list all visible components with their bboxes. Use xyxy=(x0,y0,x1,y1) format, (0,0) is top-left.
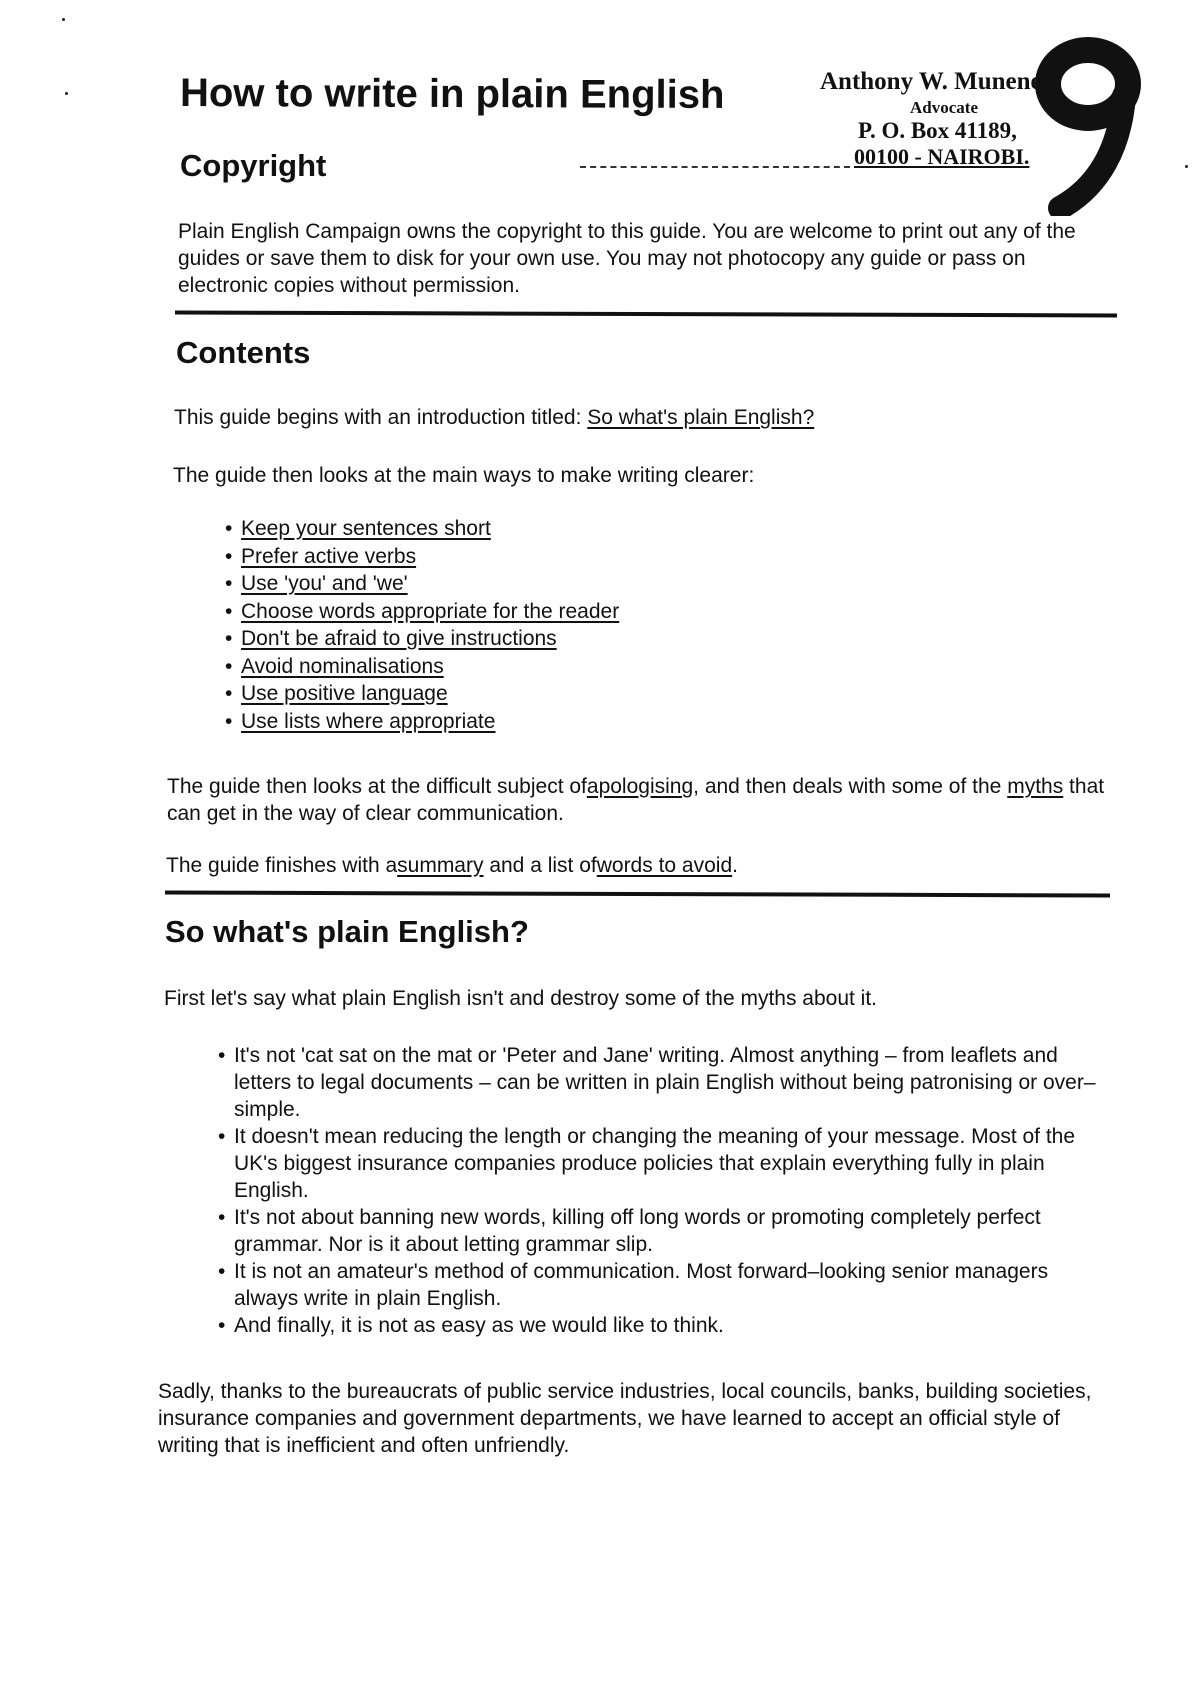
plain-english-intro: First let's say what plain English isn't and destroy some of the myths about it. xyxy=(164,987,878,1010)
finish-text: The guide finishes with a xyxy=(166,854,398,877)
section-divider xyxy=(165,891,1110,898)
section-divider xyxy=(175,311,1117,318)
stamp-name: Anthony W. Munene xyxy=(820,68,1042,95)
advocate-stamp xyxy=(780,68,1130,178)
link-apologising[interactable]: apologising xyxy=(586,775,694,798)
link-so-whats-plain-english[interactable]: So what's plain English? xyxy=(587,406,815,429)
contents-intro xyxy=(174,404,1114,431)
list-item xyxy=(225,598,1025,626)
plain-english-heading: So what's plain English? xyxy=(165,914,529,949)
contents-list xyxy=(225,515,1025,735)
contents-finish-paragraph xyxy=(166,852,1111,879)
stamp-city: 00100 - NAIROBI. xyxy=(854,144,1030,169)
list-item: • It doesn't mean reducing the length or changing the meaning of your message. Most of the UK's biggest insurance companies produce policies that explain everything fully in plain English. xyxy=(218,1123,1106,1204)
scan-speck xyxy=(65,92,68,95)
contents-difficult-paragraph xyxy=(167,773,1112,827)
copyright-heading: Copyright xyxy=(180,148,327,183)
difficult-text: The guide then looks at the difficult subject of xyxy=(167,775,587,798)
stamp-po-box: P. O. Box 41189, xyxy=(858,118,1017,143)
plain-english-closing: Sadly, thanks to the bureaucrats of public service industries, local councils, banks, building societies, insurance companies and government departments, we have learned to accept an official style of writing that is inefficient and often unfriendly. xyxy=(158,1380,1092,1457)
list-item: • It's not about banning new words, killing off long words or promoting completely perfect grammar. Nor is it about letting grammar slip. xyxy=(218,1204,1106,1258)
contents-ways-line: The guide then looks at the main ways to make writing clearer: xyxy=(173,464,755,487)
scan-speck xyxy=(1185,165,1188,168)
link-positive-language[interactable]: Use positive language xyxy=(241,682,448,705)
document-title: How to write in plain English xyxy=(179,71,725,117)
list-item xyxy=(225,570,1025,598)
finish-suffix-text: . xyxy=(732,854,738,877)
difficult-suffix-text: that can get in the way of clear communication. xyxy=(167,775,1105,825)
list-item xyxy=(225,653,1025,681)
link-myths[interactable]: myths xyxy=(1007,775,1064,798)
list-item xyxy=(225,625,1025,653)
scan-speck xyxy=(62,18,65,21)
link-summary[interactable]: summary xyxy=(397,854,484,877)
list-item xyxy=(225,515,1025,543)
list-item: • And finally, it is not as easy as we would like to think. xyxy=(218,1312,1106,1339)
myths-list xyxy=(218,1042,1106,1339)
list-item xyxy=(225,708,1025,736)
stamp-dotted-line xyxy=(580,166,850,168)
link-avoid-nominalisations[interactable]: Avoid nominalisations xyxy=(241,654,444,678)
list-item: • It is not an amateur's method of communication. Most forward–looking senior managers always write in plain English. xyxy=(218,1258,1106,1312)
link-words-to-avoid[interactable]: words to avoid xyxy=(596,854,733,877)
contents-intro-text: This guide begins with an introduction titled: xyxy=(174,406,582,429)
copyright-text: Plain English Campaign owns the copyright to this guide. You are welcome to print out any of the guides or save them to disk for your own use. You may not photocopy any guide or pass on electronic copies without permission. xyxy=(178,220,1076,297)
list-item xyxy=(225,680,1025,708)
link-use-lists[interactable]: Use lists where appropriate xyxy=(241,709,496,733)
finish-mid-text: and a list of xyxy=(483,854,597,877)
stamp-role: Advocate xyxy=(910,98,978,117)
link-use-you-and-we[interactable]: Use 'you' and 'we' xyxy=(241,572,408,595)
link-prefer-active-verbs[interactable]: Prefer active verbs xyxy=(241,544,417,568)
link-give-instructions[interactable]: Don't be afraid to give instructions xyxy=(241,627,557,650)
difficult-mid-text: , and then deals with some of the xyxy=(693,775,1002,798)
contents-heading: Contents xyxy=(176,335,311,370)
link-choose-words[interactable]: Choose words appropriate for the reader xyxy=(241,599,620,623)
handwritten-nine-mark xyxy=(1020,26,1150,216)
list-item xyxy=(225,543,1025,571)
list-item: • It's not 'cat sat on the mat or 'Peter and Jane' writing. Almost anything – from leaflets and letters to legal documents – can be written in plain English without being patronising or over–simple. xyxy=(218,1042,1106,1123)
link-keep-sentences-short[interactable]: Keep your sentences short xyxy=(241,517,491,540)
